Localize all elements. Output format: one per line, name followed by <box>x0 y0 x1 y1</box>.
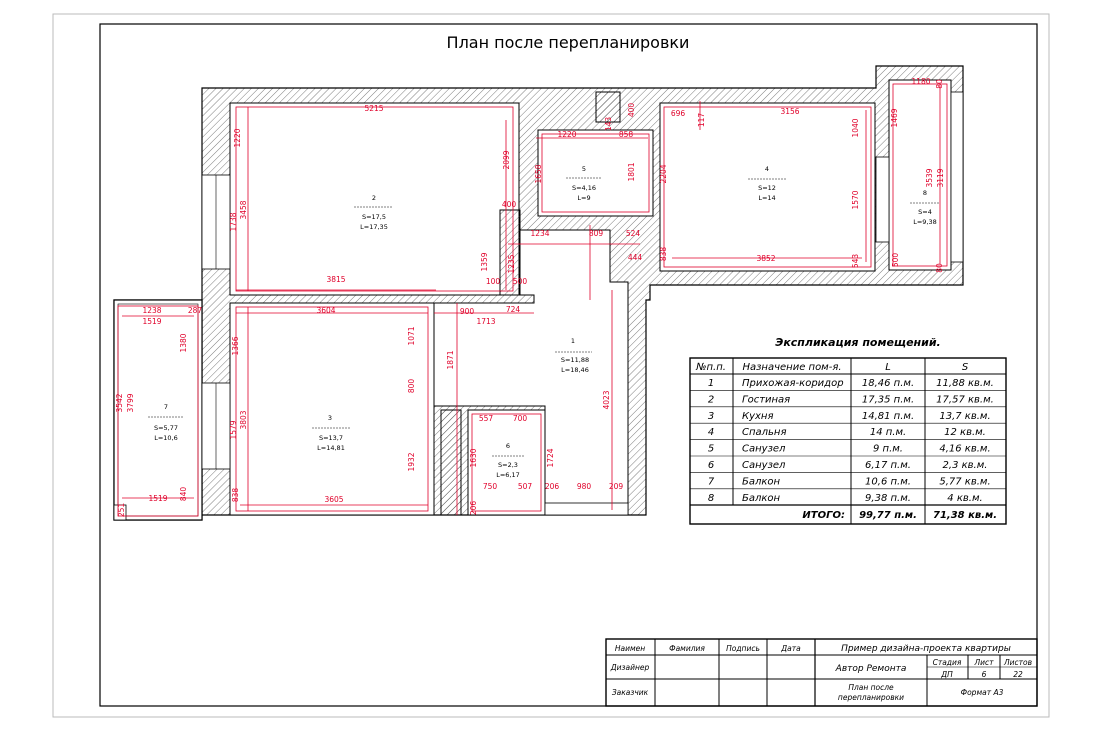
dim-label: 1238 <box>142 306 162 315</box>
svg-text:Балкон: Балкон <box>742 476 781 488</box>
dim-label: 800 <box>407 378 416 394</box>
dim-label: 840 <box>179 486 188 502</box>
explication-table <box>690 336 1006 524</box>
svg-text:4,16 кв.м.: 4,16 кв.м. <box>939 443 991 455</box>
dim-label: 1040 <box>851 118 860 138</box>
dim-label: 80 <box>935 263 944 273</box>
table-row <box>708 460 988 471</box>
svg-text:5: 5 <box>581 165 587 173</box>
svg-text:S=4: S=4 <box>918 208 932 216</box>
title-block <box>606 639 1037 706</box>
dim-label: 1801 <box>627 162 636 182</box>
dim-label: 3852 <box>756 254 776 263</box>
dim-label: 1359 <box>480 252 489 272</box>
table-row <box>708 493 983 504</box>
dim-label: 80 <box>935 79 944 89</box>
dim-label: 1469 <box>890 108 899 128</box>
svg-text:3: 3 <box>707 410 715 422</box>
table-total-row <box>802 510 997 521</box>
dim-label: 838 <box>231 487 240 503</box>
dim-label: 3458 <box>239 200 248 220</box>
svg-text:Прихожая-коридор: Прихожая-коридор <box>742 378 844 389</box>
stamp-sheet-title-1: План после <box>848 683 894 692</box>
svg-text:Гостиная: Гостиная <box>742 394 791 406</box>
svg-text:6,17 п.м.: 6,17 п.м. <box>865 460 911 471</box>
svg-text:14 п.м.: 14 п.м. <box>869 427 907 439</box>
dim-label: 2099 <box>502 150 511 170</box>
svg-text:L=14,81: L=14,81 <box>317 444 345 452</box>
dim-label: 1180 <box>911 77 931 86</box>
svg-text:L=14: L=14 <box>758 194 776 202</box>
stamp-project-name: Пример дизайна-проекта квартиры <box>841 644 1011 654</box>
stamp-listov-value: 22 <box>1013 670 1023 679</box>
dim-label: 543 <box>851 253 860 269</box>
dim-label: 251 <box>117 502 126 518</box>
svg-text:8: 8 <box>707 492 715 504</box>
dim-label: 3604 <box>316 306 336 315</box>
svg-text:1: 1 <box>570 337 576 345</box>
svg-text:4: 4 <box>764 165 770 173</box>
svg-text:7: 7 <box>163 403 169 411</box>
svg-text:S=17,5: S=17,5 <box>361 213 387 221</box>
svg-text:2,3 кв.м.: 2,3 кв.м. <box>942 460 988 471</box>
dim-label: 1380 <box>179 333 188 353</box>
svg-text:6: 6 <box>707 460 715 471</box>
dim-label: 4023 <box>602 390 611 410</box>
svg-text:11,88 кв.м.: 11,88 кв.м. <box>936 378 994 389</box>
svg-text:12 кв.м.: 12 кв.м. <box>944 427 986 439</box>
svg-text:Кухня: Кухня <box>742 410 774 422</box>
dim-label: 557 <box>478 414 494 423</box>
dim-label: 507 <box>517 482 533 491</box>
svg-text:S=4,16: S=4,16 <box>571 184 597 192</box>
svg-text:8: 8 <box>922 189 928 197</box>
dim-label: 3119 <box>936 168 945 188</box>
svg-text:S=5,77: S=5,77 <box>153 424 179 432</box>
dim-label: 206 <box>469 500 478 516</box>
dim-label: 500 <box>512 277 528 286</box>
dim-label: 3803 <box>239 410 248 430</box>
dim-label: 1519 <box>148 494 168 503</box>
svg-text:S=12: S=12 <box>758 184 776 192</box>
dim-label: 1932 <box>407 452 416 472</box>
dim-label: 3539 <box>925 168 934 188</box>
stamp-customer-label: Заказчик <box>611 688 649 697</box>
dim-label: 100 <box>485 277 501 286</box>
svg-text:71,38 кв.м.: 71,38 кв.м. <box>933 510 997 521</box>
dim-label: 750 <box>482 482 498 491</box>
svg-text:2: 2 <box>371 194 377 202</box>
svg-text:1: 1 <box>707 378 715 389</box>
svg-text:Санузел: Санузел <box>742 460 786 471</box>
svg-text:S=2,3: S=2,3 <box>498 461 518 469</box>
svg-text:6: 6 <box>505 442 511 450</box>
svg-text:17,57 кв.м.: 17,57 кв.м. <box>936 394 994 406</box>
svg-text:2: 2 <box>707 394 715 406</box>
floor-plan <box>114 66 963 520</box>
stamp-stadia-label: Стадия <box>932 658 962 667</box>
svg-text:14,81 п.м.: 14,81 п.м. <box>861 410 915 422</box>
svg-text:L=9,38: L=9,38 <box>913 218 937 226</box>
dim-label: 838 <box>659 246 668 262</box>
dim-label: 400 <box>501 200 517 209</box>
table-header-cell: Назначение пом-я. <box>742 362 842 373</box>
dim-label: 209 <box>608 482 624 491</box>
stamp-header-podpis: Подпись <box>726 644 760 653</box>
dim-label: 1519 <box>142 317 162 326</box>
dim-label: 3156 <box>780 107 800 116</box>
stamp-header-data: Дата <box>781 644 801 653</box>
dim-label: 1724 <box>546 448 555 468</box>
stamp-stadia-value: ДП <box>941 670 953 679</box>
explication-title: Экспликация помещений. <box>775 336 941 349</box>
svg-text:L=10,6: L=10,6 <box>154 434 178 442</box>
dim-label: 724 <box>505 305 521 314</box>
svg-text:18,46 п.м.: 18,46 п.м. <box>861 378 915 389</box>
dim-label: 1658 <box>534 164 543 184</box>
stamp-listov-label: Листов <box>1003 658 1033 667</box>
svg-text:5,77 кв.м.: 5,77 кв.м. <box>939 476 991 488</box>
room-3-area <box>230 303 434 515</box>
dim-label: 1570 <box>851 190 860 210</box>
svg-text:9 п.м.: 9 п.м. <box>873 443 903 455</box>
dim-label: 3605 <box>324 495 344 504</box>
svg-text:17,35 п.м.: 17,35 п.м. <box>861 394 915 406</box>
dim-label: 2204 <box>659 164 668 184</box>
stamp-list-label: Лист <box>974 658 994 667</box>
dim-label: 1071 <box>407 326 416 346</box>
svg-text:L=6,17: L=6,17 <box>496 471 520 479</box>
dim-label: 444 <box>627 253 643 262</box>
dim-label: 3815 <box>326 275 346 284</box>
dim-label: 1713 <box>476 317 496 326</box>
dim-label: 809 <box>588 229 604 238</box>
svg-text:L=9: L=9 <box>577 194 591 202</box>
dim-label: 3542 <box>115 393 124 413</box>
svg-text:13,7 кв.м.: 13,7 кв.м. <box>939 410 991 422</box>
svg-text:9,38 п.м.: 9,38 п.м. <box>865 492 911 504</box>
dim-label: 1220 <box>233 128 242 148</box>
dim-label: 1871 <box>446 350 455 370</box>
svg-text:10,6 п.м.: 10,6 п.м. <box>865 476 911 488</box>
dim-label: 500 <box>891 252 900 268</box>
dim-label: 143 <box>604 116 613 132</box>
svg-text:L=17,35: L=17,35 <box>360 223 388 231</box>
stamp-header-familia: Фамилия <box>669 644 705 653</box>
stamp-designer-label: Дизайнер <box>610 663 650 672</box>
dim-label: 858 <box>618 130 634 139</box>
svg-text:Балкон: Балкон <box>742 492 781 504</box>
svg-text:ИТОГО:: ИТОГО: <box>802 510 845 521</box>
dim-label: 1235 <box>507 254 516 274</box>
stamp-author: Автор Ремонта <box>835 664 907 674</box>
dim-label: 980 <box>576 482 592 491</box>
table-header-row <box>695 362 969 373</box>
table-row <box>708 411 991 422</box>
table-row <box>708 476 991 487</box>
dim-label: 1366 <box>231 336 240 356</box>
table-header-cell: S <box>961 362 969 373</box>
table-row <box>708 444 991 455</box>
dim-label: 900 <box>459 307 475 316</box>
dim-label: 5215 <box>364 104 384 113</box>
svg-text:5: 5 <box>707 443 715 455</box>
dim-label: 1738 <box>229 212 238 232</box>
dim-label: 524 <box>625 229 641 238</box>
svg-text:4: 4 <box>707 427 715 439</box>
svg-text:7: 7 <box>707 476 715 488</box>
svg-text:L=18,46: L=18,46 <box>561 366 589 374</box>
svg-text:Санузел: Санузел <box>742 443 786 455</box>
dim-label: 287 <box>187 306 203 315</box>
dim-label: 696 <box>670 109 686 118</box>
svg-text:S=13,7: S=13,7 <box>318 434 344 442</box>
dim-label: 700 <box>512 414 528 423</box>
drawing-title: План после перепланировки <box>446 33 690 52</box>
dim-label: 1630 <box>469 448 478 468</box>
dim-label: 1220 <box>557 130 577 139</box>
dim-label: 1234 <box>530 229 550 238</box>
stamp-sheet-title-2: перепланировки <box>837 693 905 702</box>
dim-label: 206 <box>544 482 560 491</box>
svg-text:99,77 п.м.: 99,77 п.м. <box>859 510 917 521</box>
table-header-cell: L <box>885 362 891 373</box>
svg-text:Спальня: Спальня <box>742 427 787 439</box>
table-header-cell: №п.п. <box>696 362 726 373</box>
svg-text:3: 3 <box>327 414 333 422</box>
stamp-format: Формат А3 <box>960 688 1004 697</box>
dim-label: 3799 <box>126 393 135 413</box>
stamp-list-value: 6 <box>981 670 987 679</box>
dim-label: 1579 <box>229 420 238 440</box>
svg-text:S=11,88: S=11,88 <box>560 356 590 364</box>
table-row <box>708 427 986 438</box>
dim-label: 117 <box>697 112 706 128</box>
dim-label: 400 <box>627 102 636 118</box>
stamp-header-naimen: Наимен <box>614 644 646 653</box>
svg-text:4 кв.м.: 4 кв.м. <box>947 492 983 504</box>
